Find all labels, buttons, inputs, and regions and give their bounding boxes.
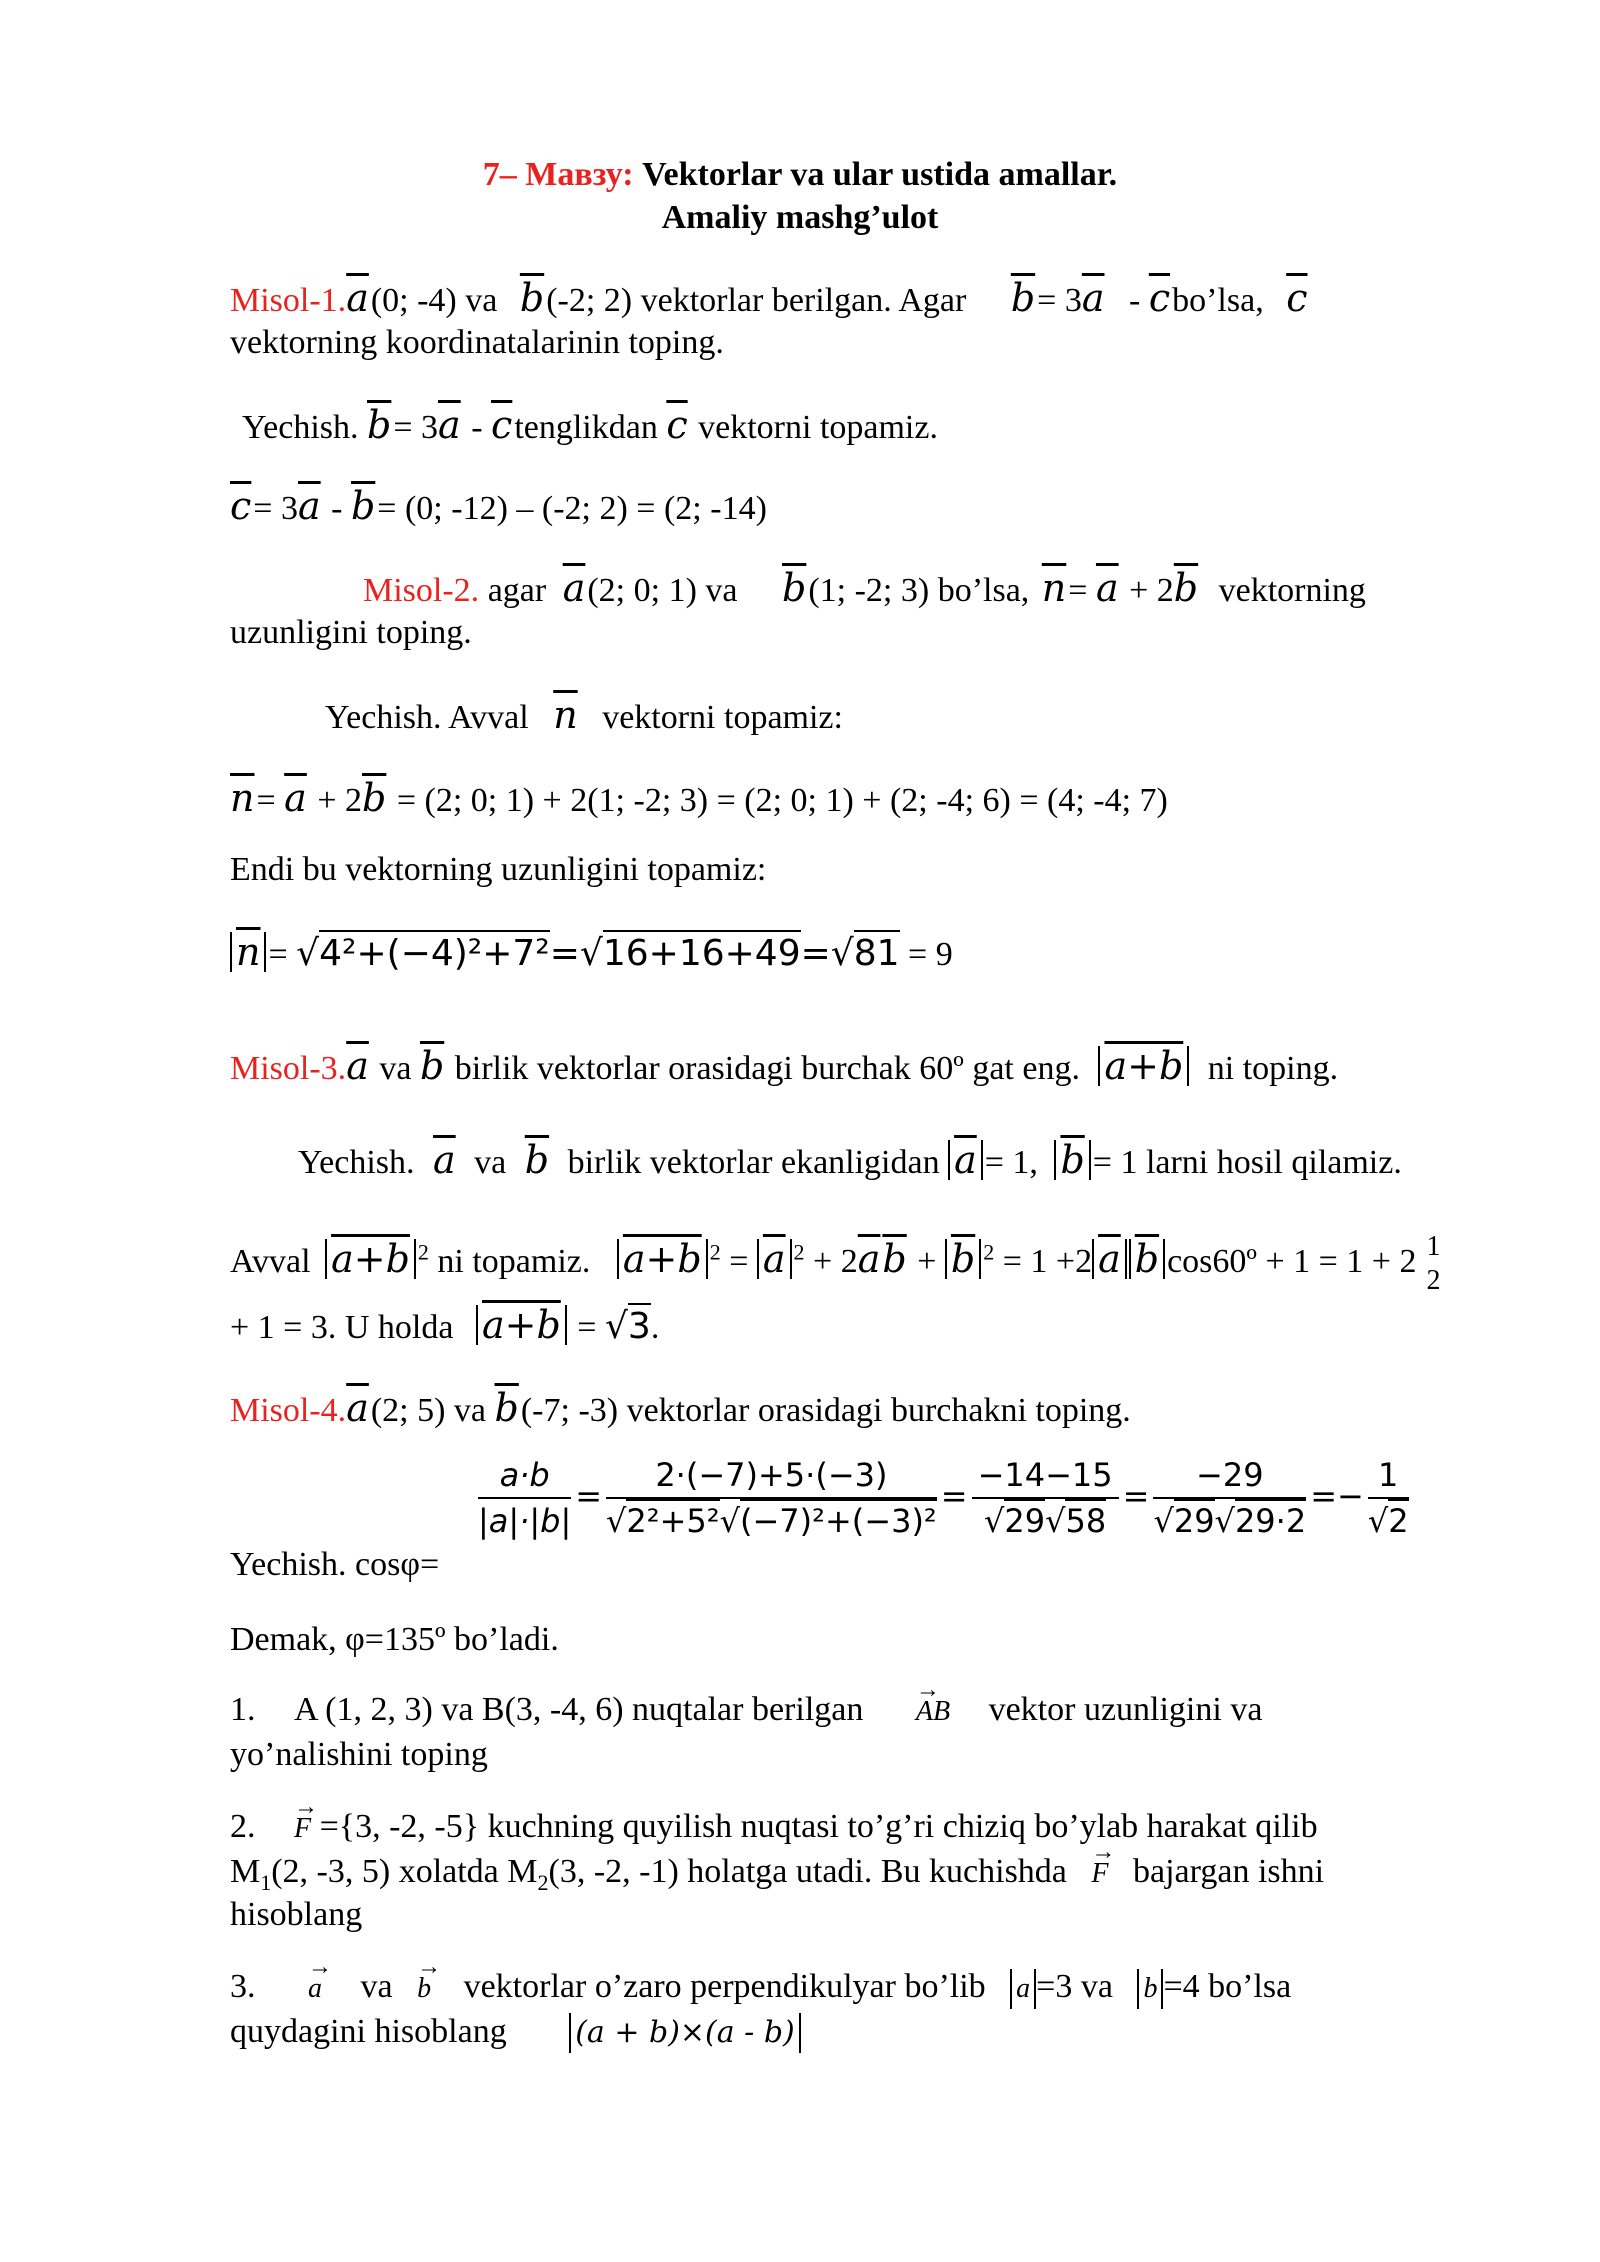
misol1-sol-a: Yechish. — [242, 409, 359, 446]
task3-va: va — [360, 1968, 393, 2005]
misol1-calc-c: = (0; -12) – (-2; 2) = (2; -14) — [377, 490, 767, 527]
misol2-sol-b: vektorni topamiz: — [602, 699, 843, 736]
abs-a-plus-b: a+b — [1098, 1046, 1189, 1086]
abs-a-plus-b: a+b — [617, 1239, 708, 1279]
misol1-text3: = 3 — [1037, 282, 1082, 319]
frac5-num: 1 — [1368, 1455, 1409, 1499]
sqrt-sign: √ — [579, 933, 603, 974]
vec-b: $\overline{b}$ — [1010, 276, 1036, 320]
superscript-2: 2 — [983, 1239, 995, 1265]
misol3-sol-c: birlik vektorlar ekanligidan — [567, 1144, 940, 1181]
task1-number: 1. — [230, 1691, 256, 1728]
abs-b: $\overline{b}$ — [1054, 1140, 1090, 1180]
misol2-solution — [325, 695, 843, 738]
frac1-num: a·b — [478, 1455, 571, 1499]
vec-b: $\overline{b}$ — [782, 566, 807, 610]
misol3-sol-e: = 1 larni hosil qilamiz. — [1092, 1144, 1402, 1181]
vec-a: $\overline{a}$ — [438, 403, 461, 447]
misol1-text1: (0; -4) va — [370, 282, 498, 319]
fraction-num: 1 — [1426, 1231, 1441, 1262]
misol2-text2: (2; 0; 1) va — [587, 572, 738, 609]
vec-n: $\overline{n}$ — [230, 776, 255, 820]
misol1-calc-b: - — [331, 490, 343, 527]
frac5-den: √2 — [1368, 1499, 1409, 1541]
eq-sign: = — [575, 1477, 603, 1515]
misol3-plus: + — [917, 1242, 937, 1280]
misol3-ni-top: ni topamiz. — [437, 1242, 591, 1280]
misol3-result — [230, 1305, 659, 1348]
task2-line1 — [230, 1807, 1318, 1849]
frac4-den-a: 29 — [1174, 1499, 1215, 1540]
title-text: Vektorlar va ular ustida amallar. — [642, 156, 1118, 193]
task2-sub2: 2 — [537, 1869, 549, 1895]
misol2-len-expr: 4²+(−4)²+7² — [319, 930, 550, 974]
misol2-line2: uzunligini toping. — [230, 614, 472, 651]
title-mavzu: Мавзу: — [525, 156, 634, 193]
misol3-text3: ni toping. — [1207, 1050, 1339, 1087]
misol2-len-eq: = — [268, 936, 288, 973]
sqrt-sign: √ — [830, 933, 854, 974]
misol1-sol-b: = 3 — [393, 409, 439, 446]
task2-text-a: ={3, -2, -5} kuchning quyilish nuqtasi to’g’ri chiziq bo’ylab harakat qilib — [319, 1808, 1318, 1845]
vec-b: $\overline{b}$ — [524, 1138, 550, 1182]
vec-c: $\overline{c}$ — [230, 484, 252, 528]
misol3-avval — [230, 1232, 1450, 1296]
vec-b: $\overline{b}$ — [519, 276, 545, 320]
abs-a-plus-b: a+b — [325, 1239, 416, 1279]
misol3-sol-d: = 1, — [984, 1144, 1038, 1181]
misol2-text4: = — [1068, 572, 1088, 609]
task3-line2 — [230, 2012, 801, 2053]
sqrt-sign: √ — [296, 933, 320, 974]
misol4-formula — [474, 1455, 1413, 1541]
vec-a: $\overline{a}$ — [562, 566, 586, 610]
task2-m: M — [230, 1853, 261, 1890]
misol3-dot: . — [650, 1309, 660, 1346]
abs-b: $\overline{b}$ — [945, 1239, 981, 1279]
misol2-calc-c: = (2; 0; 1) + 2(1; -2; 3) = (2; 0; 1) + (2; -4; 6) = (4; -4; 7) — [388, 782, 1168, 819]
abs-a-plus-b: a+b — [476, 1305, 567, 1345]
misol2-text5: + 2 — [1129, 572, 1174, 609]
vec-a: $\overline{a}$ — [284, 776, 307, 820]
task3-absa: =3 va — [1036, 1968, 1113, 2005]
vec-c: $\overline{c}$ — [491, 403, 513, 447]
vec-a: $\overline{a}$ — [346, 1386, 369, 1430]
vec-a: $\overline{a}$ — [346, 1044, 369, 1088]
task1-text-a: A (1, 2, 3) va B(3, -4, 6) nuqtalar berilgan — [294, 1691, 864, 1728]
superscript-2: 2 — [709, 1239, 721, 1265]
frac3-den: √29√58 — [972, 1499, 1119, 1541]
misol2-len-res: = 9 — [908, 936, 953, 973]
misol1-calc-a: = 3 — [253, 490, 298, 527]
frac1-den: |a|·|b| — [478, 1502, 572, 1540]
misol2-len-mid2: = — [800, 933, 831, 974]
task1-line1 — [230, 1690, 1262, 1732]
abs-a: $\overline{a}$ — [1092, 1239, 1127, 1279]
frac-2 — [606, 1455, 937, 1541]
misol2-len-expr2: 16+16+49 — [603, 930, 801, 974]
misol2-len-mid: = — [549, 933, 580, 974]
vec-n: $\overline{n}$ — [553, 693, 578, 737]
misol1-sol-e: vektorni topamiz. — [698, 409, 938, 446]
superscript-2: 2 — [417, 1239, 429, 1265]
misol3-sqrt3: 3 — [628, 1303, 651, 1347]
misol2-text3: (1; -2; 3) bo’lsa, — [808, 572, 1030, 609]
vec-b: $\overline{b}$ — [362, 776, 387, 820]
misol1-label: Misol-1. — [230, 282, 347, 319]
task3-number: 3. — [230, 1968, 256, 2005]
frac2-den: √2²+5²√(−7)²+(−3)² — [606, 1499, 937, 1541]
vec-b: $\overline{b}$ — [367, 403, 392, 447]
vec-a: $\overline{a}$ — [1081, 276, 1105, 320]
misol3-label: Misol-3. — [230, 1050, 347, 1087]
misol2-calc — [230, 778, 1168, 821]
misol4-label: Misol-4. — [230, 1392, 347, 1429]
task2-number: 2. — [230, 1808, 256, 1845]
abs-b: $\overline{b}$ — [1129, 1239, 1165, 1279]
task3-abs-b: b — [1137, 1969, 1163, 2009]
misol3-text1: va — [379, 1050, 412, 1087]
fraction-half — [1420, 1232, 1446, 1296]
misol2-text1: agar — [487, 572, 547, 609]
frac2-num: 2·(−7)+5·(−3) — [606, 1455, 937, 1499]
frac3-den-b: 58 — [1065, 1499, 1106, 1540]
misol3-text2: birlik vektorlar orasidagi burchak 60º gat eng. — [454, 1050, 1080, 1087]
misol2-text6: vektorning — [1218, 572, 1366, 609]
vec-a: $\overline{a}$ — [433, 1138, 456, 1182]
misol2-length — [230, 932, 953, 975]
vec-c: $\overline{c}$ — [1286, 276, 1308, 320]
abs-a: $\overline{a}$ — [948, 1140, 983, 1180]
task3-line1 — [230, 1967, 1291, 2009]
task3-abs-a: a — [1010, 1969, 1036, 2009]
misol3-avval-word: Avval — [230, 1242, 311, 1280]
superscript-2: 2 — [793, 1239, 805, 1265]
misol4-demak: Demak, φ=135º bo’ladi. — [230, 1621, 559, 1658]
frac-4 — [1153, 1455, 1306, 1541]
task2-vector2: → F — [1091, 1854, 1108, 1894]
misol3-eq2: = 1 +2 — [1002, 1242, 1093, 1280]
frac4-num: −29 — [1153, 1455, 1306, 1499]
page-title — [0, 155, 1600, 195]
task2-line2b: (2, -3, 5) xolatda M — [271, 1853, 538, 1890]
misol1-sol-d: tenglikdan — [514, 409, 658, 446]
misol3-line3b: = — [577, 1309, 597, 1346]
task3-absb: =4 bo’lsa — [1163, 1968, 1292, 2005]
misol3-cos: cos60º + 1 = 1 + 2 — [1167, 1242, 1417, 1280]
frac4-den-b: 29·2 — [1235, 1499, 1306, 1540]
frac-3 — [972, 1455, 1119, 1541]
misol4-text1: (2; 5) va — [370, 1392, 487, 1429]
task3-vec-b: → b — [417, 1969, 431, 2009]
frac3-den-a: 29 — [1004, 1499, 1045, 1540]
task3-line2-text: quydagini hisoblang — [230, 2013, 507, 2050]
task2-line2d: bajargan ishni — [1133, 1853, 1325, 1890]
vec-a: $\overline{a}$ — [857, 1236, 881, 1281]
page-subtitle: Amaliy mashg’ulot — [661, 199, 939, 236]
misol3-plus2: + 2 — [813, 1242, 858, 1280]
task2-line2 — [230, 1852, 1324, 1903]
misol2-calc-a: = — [256, 782, 276, 819]
abs-n: $\overline{n}$ — [230, 932, 266, 972]
misol2-endi: Endi bu vektorning uzunligini topamiz: — [230, 851, 767, 888]
vec-n: $\overline{n}$ — [1041, 566, 1067, 610]
task2-sub1: 1 — [260, 1869, 272, 1895]
misol1-text5: bo’lsa, — [1172, 282, 1264, 319]
frac-5 — [1368, 1455, 1409, 1541]
task1-text-b: vektor uzunligini va — [988, 1691, 1263, 1728]
task2-vector: → F — [294, 1809, 311, 1849]
eq-minus-sign: =− — [1310, 1477, 1364, 1515]
vec-a: $\overline{a}$ — [297, 484, 321, 528]
misol3-solution — [298, 1140, 1402, 1183]
task2-line2c: (3, -2, -1) holatga utadi. Bu kuchishda — [548, 1853, 1067, 1890]
misol1-text2: (-2; 2) vektorlar berilgan. Agar — [546, 282, 967, 319]
misol3-line3a: + 1 = 3. U holda — [230, 1309, 454, 1346]
task3-expression: (a + b)×(a - b) — [569, 2013, 801, 2053]
misol1-calc — [230, 486, 767, 529]
misol1-text4: - — [1128, 282, 1141, 319]
misol2-len-expr3: 81 — [854, 930, 900, 974]
task2-line3: hisoblang — [230, 1896, 363, 1933]
fraction-den: 2 — [1426, 1265, 1441, 1296]
task3-text-a: vektorlar o’zaro perpendikulyar bo’lib — [463, 1968, 986, 2005]
misol2-label: Misol-2. — [363, 572, 480, 609]
task1-vector: → AB — [916, 1692, 950, 1732]
misol4-line1 — [230, 1388, 1131, 1431]
vec-b: $\overline{b}$ — [419, 1044, 445, 1088]
title-number: 7– — [482, 156, 526, 193]
abs-a: $\overline{a}$ — [757, 1239, 792, 1279]
frac2-den-a: 2²+5² — [626, 1499, 719, 1540]
misol3-line1 — [230, 1046, 1338, 1089]
eq-sign: = — [1122, 1477, 1150, 1515]
vec-b: $\overline{b}$ — [1173, 566, 1199, 610]
misol1-solution — [242, 405, 938, 448]
frac3-num: −14−15 — [972, 1455, 1119, 1499]
frac2-den-b: (−7)²+(−3)² — [740, 1499, 937, 1540]
frac-1 — [478, 1455, 571, 1541]
frac4-den: √29√29·2 — [1153, 1499, 1306, 1541]
misol1-sol-c: - — [471, 409, 483, 446]
vec-b: $\overline{b}$ — [882, 1236, 907, 1281]
vec-b: $\overline{b}$ — [494, 1386, 519, 1430]
misol2-calc-b: + 2 — [317, 782, 363, 819]
misol2-sol-a: Yechish. Avval — [325, 699, 529, 736]
vec-b: $\overline{b}$ — [350, 484, 376, 528]
sqrt-sign: √ — [604, 1306, 628, 1347]
eq-sign: = — [940, 1477, 968, 1515]
misol4-text2: (-7; -3) vektorlar orasidagi burchakni toping. — [520, 1392, 1131, 1429]
vec-a: $\overline{a}$ — [346, 276, 369, 320]
vec-c: $\overline{c}$ — [666, 403, 688, 447]
vec-c: $\overline{c}$ — [1148, 276, 1171, 320]
task3-vec-a: → a — [308, 1969, 322, 2009]
misol3-sol-b: va — [474, 1144, 507, 1181]
misol4-sol-label: Yechish. cosφ= — [230, 1546, 440, 1583]
misol1-line2: vektorning koordinatalarinin toping. — [230, 324, 724, 361]
frac5-den-val: 2 — [1388, 1499, 1408, 1540]
task1-line2: yo’nalishini toping — [230, 1736, 488, 1773]
misol3-eq1: = — [729, 1242, 749, 1280]
misol3-sol-a: Yechish. — [298, 1144, 415, 1181]
misol1-line1 — [230, 278, 1310, 321]
misol2-line1 — [363, 568, 1366, 611]
vec-a: $\overline{a}$ — [1095, 566, 1119, 610]
